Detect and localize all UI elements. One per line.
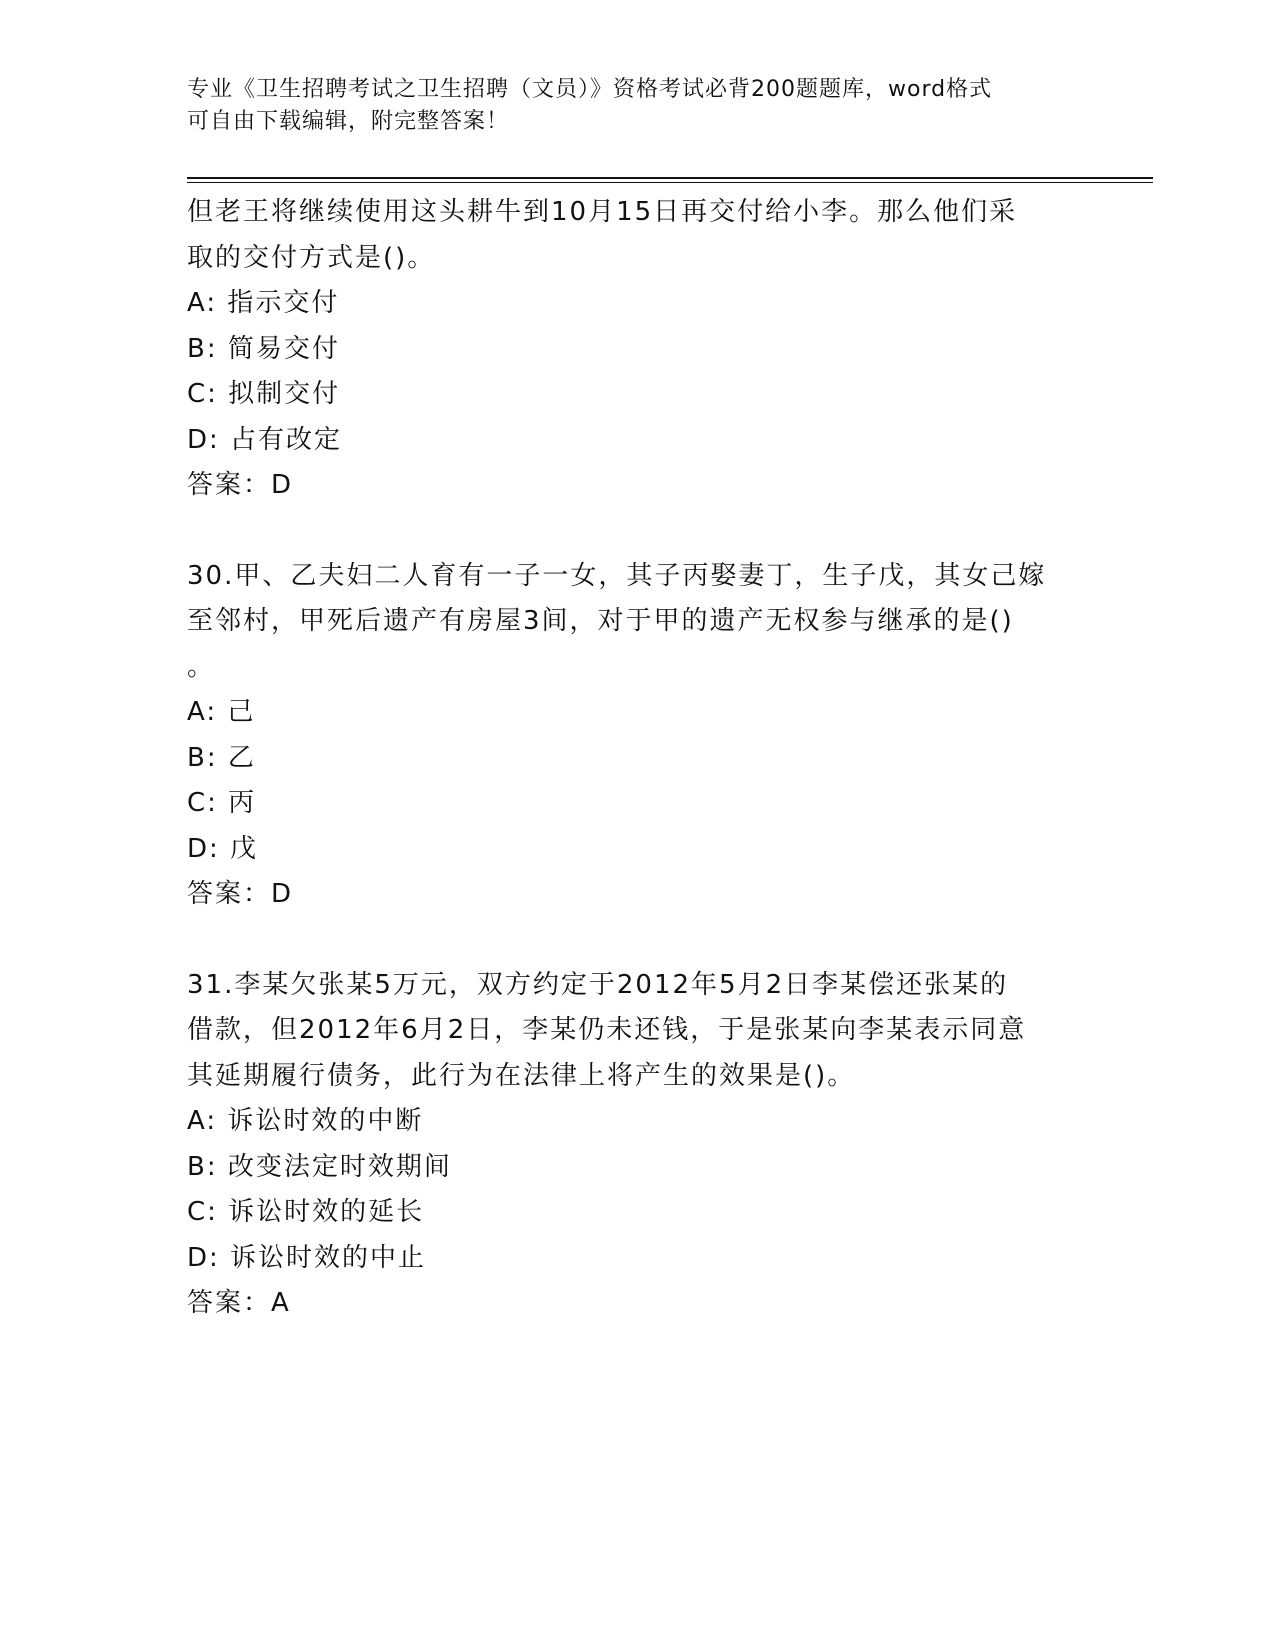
question-stem-line: 其延期履行债务，此行为在法律上将产生的效果是()。	[187, 1060, 856, 1091]
option-c: C: 诉讼时效的延长	[187, 1197, 425, 1227]
option-a: A: 指示交付	[187, 288, 340, 318]
question-list	[187, 190, 1087, 1327]
question-block	[187, 190, 1087, 509]
header-divider	[187, 177, 1153, 179]
answer-line: 答案：D	[187, 879, 294, 909]
question-block	[187, 963, 1087, 1327]
option-d: D: 戊	[187, 833, 259, 864]
option-d: D: 占有改定	[187, 424, 343, 455]
question-spacer	[187, 918, 1087, 963]
question-spacer	[187, 509, 1087, 554]
option-a: A: 诉讼时效的中断	[187, 1106, 424, 1136]
header-title-line-2: 可自由下载编辑，附完整答案！	[187, 109, 510, 134]
question-stem-line: 。	[187, 651, 216, 682]
option-c: C: 丙	[187, 788, 257, 818]
answer-line: 答案：D	[187, 470, 294, 500]
question-stem-line: 借款，但2012年6月2日，李某仍未还钱，于是张某向李某表示同意	[187, 1015, 1027, 1045]
question-stem-line: 30.甲、乙夫妇二人育有一子一女，其子丙娶妻丁，生子戊，其女己嫁	[187, 560, 1047, 591]
option-d: D: 诉讼时效的中止	[187, 1242, 427, 1273]
question-stem-line: 至邻村，甲死后遗产有房屋3间，对于甲的遗产无权参与继承的是()	[187, 606, 1014, 636]
option-b: B: 改变法定时效期间	[187, 1151, 452, 1182]
answer-line: 答案：A	[187, 1288, 291, 1318]
question-block	[187, 554, 1087, 918]
option-b: B: 乙	[187, 742, 256, 773]
option-b: B: 简易交付	[187, 333, 340, 364]
question-stem-line: 取的交付方式是()。	[187, 242, 436, 273]
option-a: A: 己	[187, 697, 256, 727]
header-title-line-1: 专业《卫生招聘考试之卫生招聘（文员）》资格考试必背200题题库，word格式	[187, 77, 993, 102]
option-c: C: 拟制交付	[187, 379, 341, 409]
header-divider-thin	[187, 182, 1153, 183]
question-stem-line: 但老王将继续使用这头耕牛到10月15日再交付给小李。那么他们采	[187, 197, 1018, 227]
question-stem-line: 31.李某欠张某5万元，双方约定于2012年5月2日李某偿还张某的	[187, 969, 1009, 1000]
document-header	[187, 74, 1067, 138]
